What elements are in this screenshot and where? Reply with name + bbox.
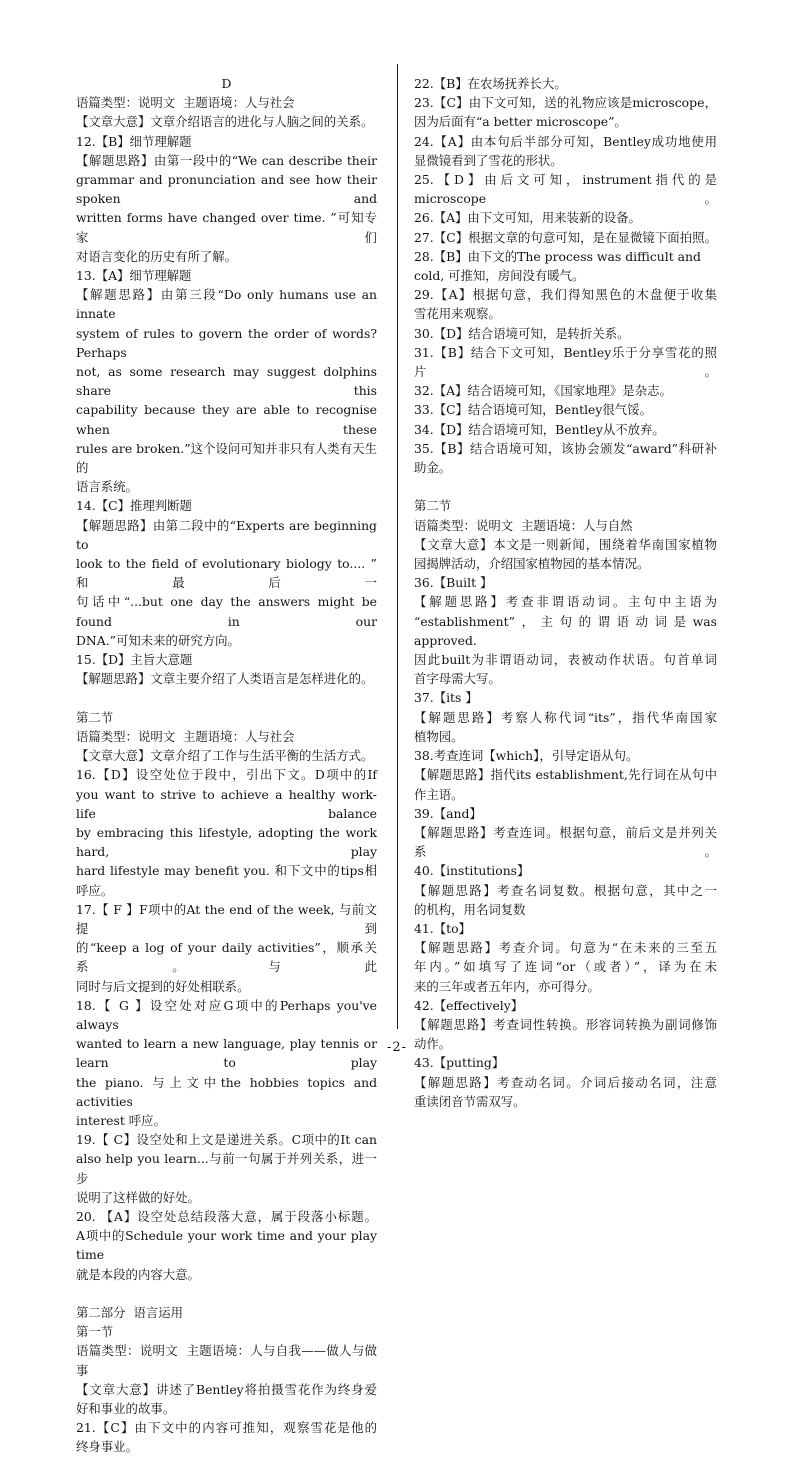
text-line: 因此built为非谓语动词，表被动作状语。句首单词: [414, 652, 717, 668]
text-line: 语篇类型：说明文 主题语境：人与自我——做人与做事: [76, 1343, 377, 1378]
text-line: [76, 1284, 377, 1303]
text-line: 18.【 G 】设空处对应G项中的Perhaps you've always: [76, 997, 381, 1032]
text-line: 第一节: [76, 1324, 114, 1340]
page-number: -2-: [386, 1040, 408, 1055]
text-line: 【解题思路】考查名词复数。根据句意，其中之一: [414, 882, 717, 898]
left-column: [76, 74, 381, 1457]
text-line: 语言系统。: [76, 479, 138, 495]
text-line: 23.【C】由下文可知，送的礼物应该是microscope，: [414, 95, 717, 111]
text-line: 20. 【A】设空处总结段落大意，属于段落小标题。: [76, 1208, 377, 1224]
text-line: [76, 689, 377, 708]
text-line: 【文章大意】文章介绍语言的进化与人脑之间的关系。: [76, 114, 374, 130]
text-line: 17.【 F 】F项中的At the end of the week, 与前文提到: [76, 901, 377, 936]
text-line: 【解题思路】由第二段中的“Experts are beginning to: [76, 517, 381, 552]
text-line: wanted to learn a new language, play tennis or learn to play: [76, 1036, 381, 1071]
text-line: 的机构，用名词复数: [414, 901, 526, 917]
text-line: 27.【C】根据文章的句意可知，是在显微镜下面拍照。: [414, 229, 717, 245]
text-line: 【解题思路】考查动名词。介词后接动名词，注意: [414, 1074, 717, 1090]
text-line: 动作。: [414, 1036, 452, 1052]
right-column: [414, 74, 721, 1111]
text-line: 因为后面有“a better microscope”。: [414, 114, 627, 130]
text-line: grammar and pronunciation and see how their spoken and: [76, 172, 381, 207]
text-line: 第二部分 语言运用: [76, 1304, 184, 1320]
text-line: 31.【B】结合下文可知，Bentley乐于分享雪花的照片。: [414, 344, 717, 380]
text-line: 终身事业。: [76, 1439, 138, 1455]
text-line: 来的三年或者五年内，亦可得分。: [414, 978, 600, 994]
text-line: 对语言变化的历史有所了解。: [76, 248, 238, 264]
text-line: 24.【A】由本句后半部分可知，Bentley成功地使用: [414, 133, 717, 149]
text-line: 35.【B】结合语境可知，该协会颁发“award”科研补: [414, 440, 717, 456]
text-line: 13.【A】细节理解题: [76, 268, 192, 284]
text-line: 19.【 C】设空处和上文是递进关系。C项中的It can: [76, 1132, 377, 1148]
text-line: 句话中“...but one day the answers might be found in our: [76, 594, 381, 629]
text-line: 43.【putting】: [414, 1055, 505, 1071]
text-line: written forms have changed over time. ”可知专家们: [76, 210, 377, 245]
text-line: 的“keep a log of your daily activities”，顺承关系。与此: [76, 940, 377, 975]
text-line: 33.【C】结合语境可知，Bentley很气馁。: [414, 402, 652, 418]
text-line: by embracing this lifestyle, adopting the work hard, play: [76, 824, 381, 860]
text-line: 39.【and】: [414, 805, 482, 821]
text-line: 28.【B】由下文的The process was difficult and: [414, 248, 701, 264]
text-line: 语篇类型：说明文 主题语境：人与社会: [76, 728, 295, 744]
text-line: 【文章大意】文章介绍了工作与生活平衡的生活方式。: [76, 748, 374, 764]
text-line: not, as some research may suggest dolphins share this: [76, 364, 381, 399]
text-line: the piano. 与上文中the hobbies topics and activities: [76, 1074, 381, 1109]
text-line: 【解题思路】考查词性转换。形容词转换为副词修饰: [414, 1016, 717, 1032]
text-line: 【文章大意】本文是一则新闻，围绕着华南国家植物: [414, 536, 717, 552]
text-line: 重读闭音节需双写。: [414, 1093, 526, 1109]
text-line: 40.【institutions】: [414, 863, 530, 879]
text-line: 15.【D】主旨大意题: [76, 652, 193, 668]
text-line: 语篇类型：说明文 主题语境：人与自然: [414, 517, 633, 533]
text-line: 说明了这样做的好处。: [76, 1189, 200, 1205]
text-line: 年内。”如填写了连词“or（或者）”，译为在未: [414, 959, 717, 975]
text-line: 【解题思路】考查连词。根据句意，前后文是并列关系。: [414, 824, 717, 860]
text-line: 【解题思路】由第三段“Do only humans use an innate: [76, 287, 381, 322]
text-line: 42.【effectively】: [414, 997, 524, 1013]
text-line: 作主语。: [414, 786, 464, 802]
text-line: 【解题思路】考查非谓语动词。主句中主语为: [414, 594, 717, 610]
text-line: also help you learn...与前一句属于并列关系，进一步: [76, 1151, 377, 1186]
text-line: 22.【B】在农场抚养长大。: [414, 76, 567, 91]
text-line: 【解题思路】考察人称代词“its”，指代华南国家: [414, 709, 717, 725]
text-line: 38.考查连词【which】，引导定语从句。: [414, 748, 639, 764]
text-line: DNA.”可知未来的研究方向。: [76, 632, 240, 648]
text-line: 【文章大意】讲述了Bentley将拍摄雪花作为终身爱: [76, 1381, 377, 1397]
text-line: 【解题思路】考查介词。句意为“在未来的三至五: [414, 940, 717, 956]
text-line: 就是本段的内容大意。: [76, 1266, 200, 1282]
text-line: 16.【D】设空处位于段中，引出下文。D项中的If: [76, 767, 377, 783]
text-line: hard lifestyle may benefit you. 和下文中的tips相呼应。: [76, 863, 377, 898]
text-line: 【解题思路】文章主要介绍了人类语言是怎样进化的。: [76, 671, 374, 687]
text-line: [414, 477, 717, 496]
text-line: 34.【D】结合语境可知，Bentley从不放弃。: [414, 421, 665, 437]
text-line: 植物园。: [414, 728, 464, 744]
text-line: 41.【to】: [414, 920, 471, 936]
text-line: 26.【A】由下文可知，用来装新的设备。: [414, 210, 641, 226]
text-line: 14.【C】推理判断题: [76, 498, 192, 514]
text-line: 同时与后文提到的好处相联系。: [76, 978, 250, 994]
text-line: 【解题思路】指代its establishment,先行词在从句中: [414, 767, 717, 783]
text-line: D: [221, 76, 232, 91]
text-line: 36.【Built 】: [414, 575, 493, 591]
text-line: interest 呼应。: [76, 1112, 166, 1128]
column-divider: [397, 64, 398, 1029]
text-line: 12.【B】细节理解题: [76, 133, 192, 149]
text-line: 第二节: [76, 709, 114, 725]
text-line: 助金。: [414, 460, 452, 476]
text-line: 37.【its 】: [414, 690, 478, 706]
text-line: rules are broken.”这个设问可知并非只有人类有天生的: [76, 440, 377, 476]
text-line: “establishment”，主句的谓语动词是was approved.: [414, 613, 721, 648]
text-line: 【解题思路】由第一段中的“We can describe their: [76, 152, 377, 168]
text-line: 园揭牌活动，介绍国家植物园的基本情况。: [414, 556, 650, 572]
text-line: system of rules to govern the order of words? Perhaps: [76, 325, 381, 360]
text-line: look to the field of evolutionary biology to.... ” 和最后一: [76, 556, 381, 591]
text-line: you want to strive to achieve a healthy work-life balance: [76, 786, 377, 821]
text-line: 语篇类型：说明文 主题语境：人与社会: [76, 95, 295, 111]
text-line: capability because they are able to recognise when these: [76, 402, 381, 437]
text-line: 首字母需大写。: [414, 671, 501, 687]
text-line: 显微镜看到了雪花的形状。: [414, 152, 563, 168]
text-line: 29.【A】根据句意，我们得知黑色的木盘便于收集: [414, 287, 717, 303]
text-line: 雪花用来观察。: [414, 306, 501, 322]
text-line: 第二节: [414, 498, 452, 514]
text-line: 好和事业的故事。: [76, 1400, 176, 1416]
text-line: 21.【C】由下文中的内容可推知，观察雪花是他的: [76, 1420, 377, 1436]
text-line: 32.【A】结合语境可知，《国家地理》是杂志。: [414, 383, 672, 399]
text-line: A项中的Schedule your work time and your play time: [76, 1228, 381, 1263]
text-line: 30.【D】结合语境可知，是转折关系。: [414, 325, 630, 341]
text-line: 25.【D】由后文可知，instrument指代的是microscope。: [414, 172, 717, 207]
text-line: cold, 可推知，房间没有暖气。: [414, 268, 585, 284]
